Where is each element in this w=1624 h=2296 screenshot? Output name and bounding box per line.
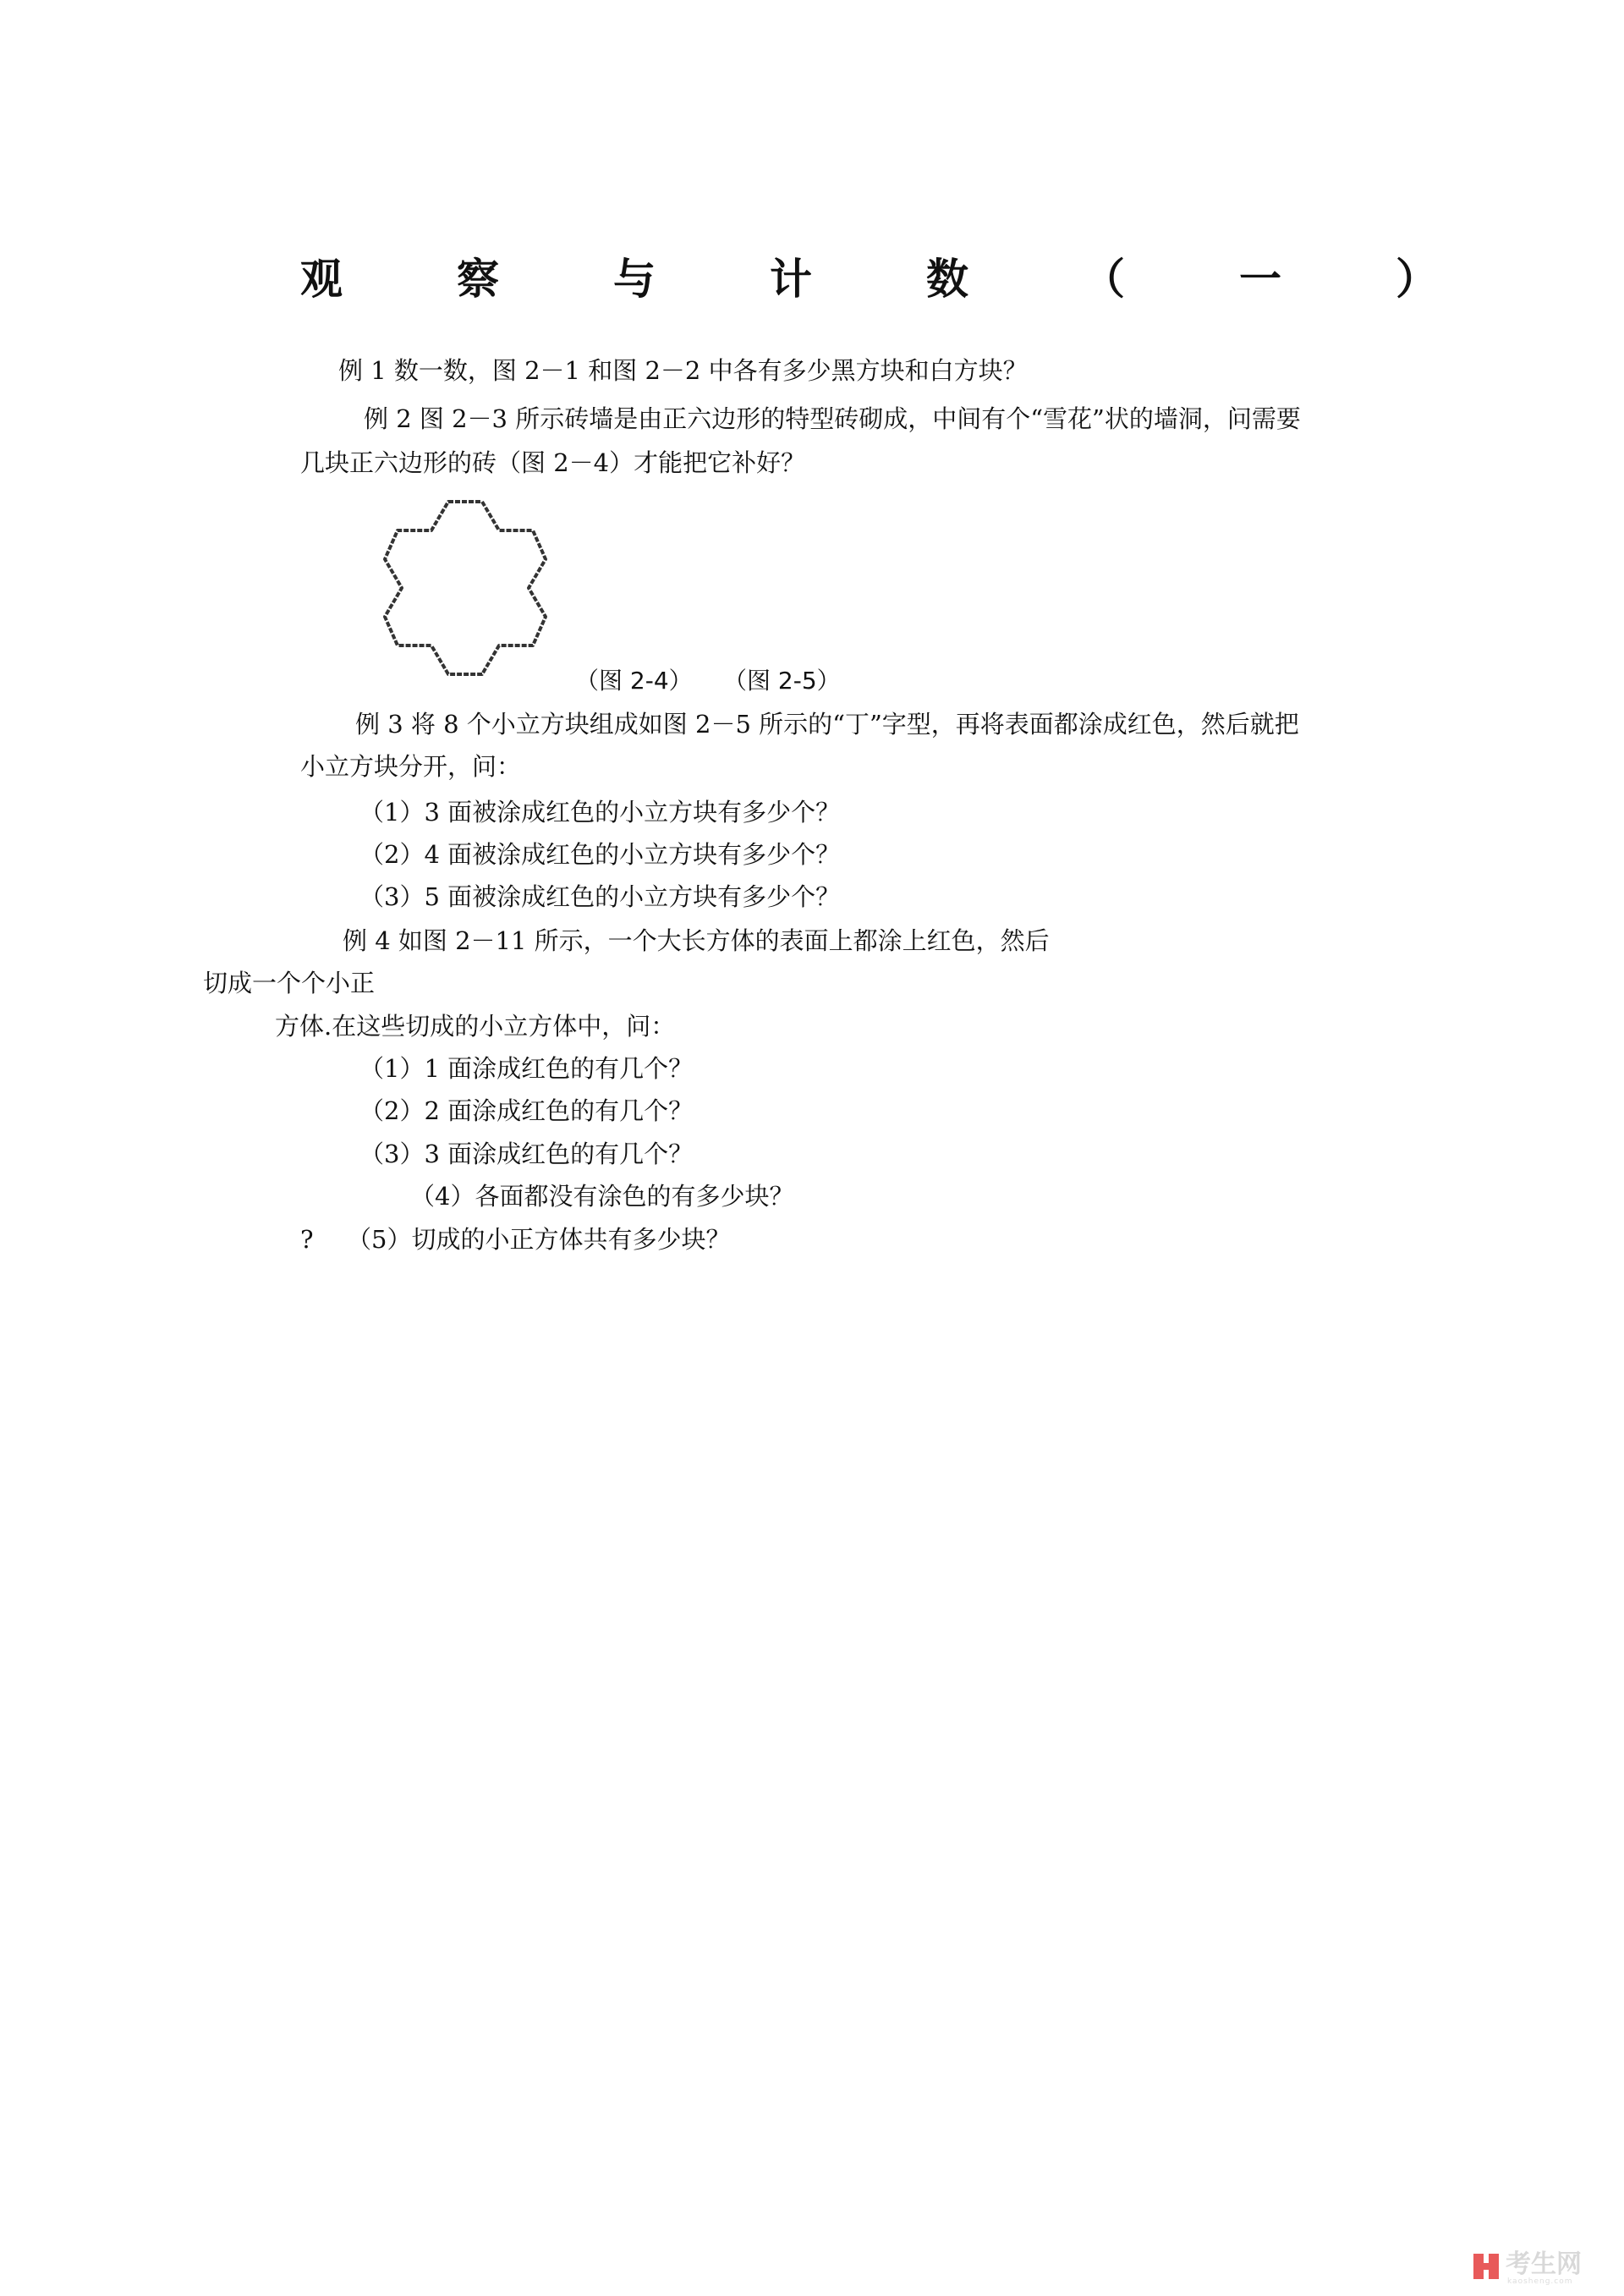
example-4-question-3: （3）3 面涂成红色的有几个？: [359, 1140, 694, 1168]
example-3-text-line-1: 例 3 将 8 个小立方块组成如图 2－5 所示的“丁”字型，再将表面都涂成红色，然后就把: [355, 710, 1299, 739]
title-char-1: 观: [300, 255, 343, 304]
title-char-8: ）: [1396, 255, 1438, 304]
title-char-3: 与: [613, 255, 656, 304]
example-2-text-line-1: 例 2 图 2－3 所示砖墙是由正六边形的特型砖砌成，中间有个“雪花”状的墙洞，问需要: [364, 404, 1301, 433]
title-char-2: 察: [457, 255, 499, 304]
example-4-question-5: （5）切成的小正方体共有多少块？: [347, 1225, 731, 1254]
snowflake-outline: [385, 502, 546, 674]
title-char-7: 一: [1239, 255, 1281, 304]
site-logo-text: 考生网: [1506, 2249, 1582, 2279]
example-3-question-3: （3）5 面被涂成红色的小立方块有多少个？: [359, 882, 841, 911]
example-4-text-line-3: 方体.在这些切成的小立方体中，问：: [275, 1012, 676, 1041]
site-logo-icon: [1472, 2252, 1501, 2281]
snowflake-hexagon-figure: [376, 495, 554, 681]
example-4-text-line-1: 例 4 如图 2－11 所示，一个大长方体的表面上都涂上红色，然后: [343, 926, 1050, 955]
example-2-text-line-2: 几块正六边形的砖（图 2－4）才能把它补好？: [300, 448, 806, 477]
caption-figure-2-4: （图 2-4）: [575, 667, 693, 695]
example-3-question-1: （1）3 面被涂成红色的小立方块有多少个？: [359, 798, 841, 827]
example-4-question-4: （4）各面都没有涂色的有多少块？: [410, 1182, 794, 1211]
example-4-text-line-2: 切成一个个小正: [203, 969, 376, 997]
caption-figure-2-5: （图 2-5）: [723, 667, 841, 695]
footer-logo: [1472, 2250, 1616, 2288]
title-char-5: 数: [926, 255, 968, 304]
example-1-text: 例 1 数一数，图 2－1 和图 2－2 中各有多少黑方块和白方块？: [338, 356, 1028, 385]
site-logo-subtext: kaosheng.com: [1507, 2277, 1573, 2286]
example-4-question-5-mark: ?: [300, 1225, 314, 1254]
example-4-question-2: （2）2 面涂成红色的有几个？: [359, 1096, 694, 1125]
title-char-4: 计: [770, 255, 812, 304]
example-3-question-2: （2）4 面被涂成红色的小立方块有多少个？: [359, 840, 841, 869]
example-3-text-line-2: 小立方块分开，问：: [300, 752, 522, 781]
title-char-6: （: [1083, 255, 1125, 304]
example-4-question-1: （1）1 面涂成红色的有几个？: [359, 1054, 694, 1083]
